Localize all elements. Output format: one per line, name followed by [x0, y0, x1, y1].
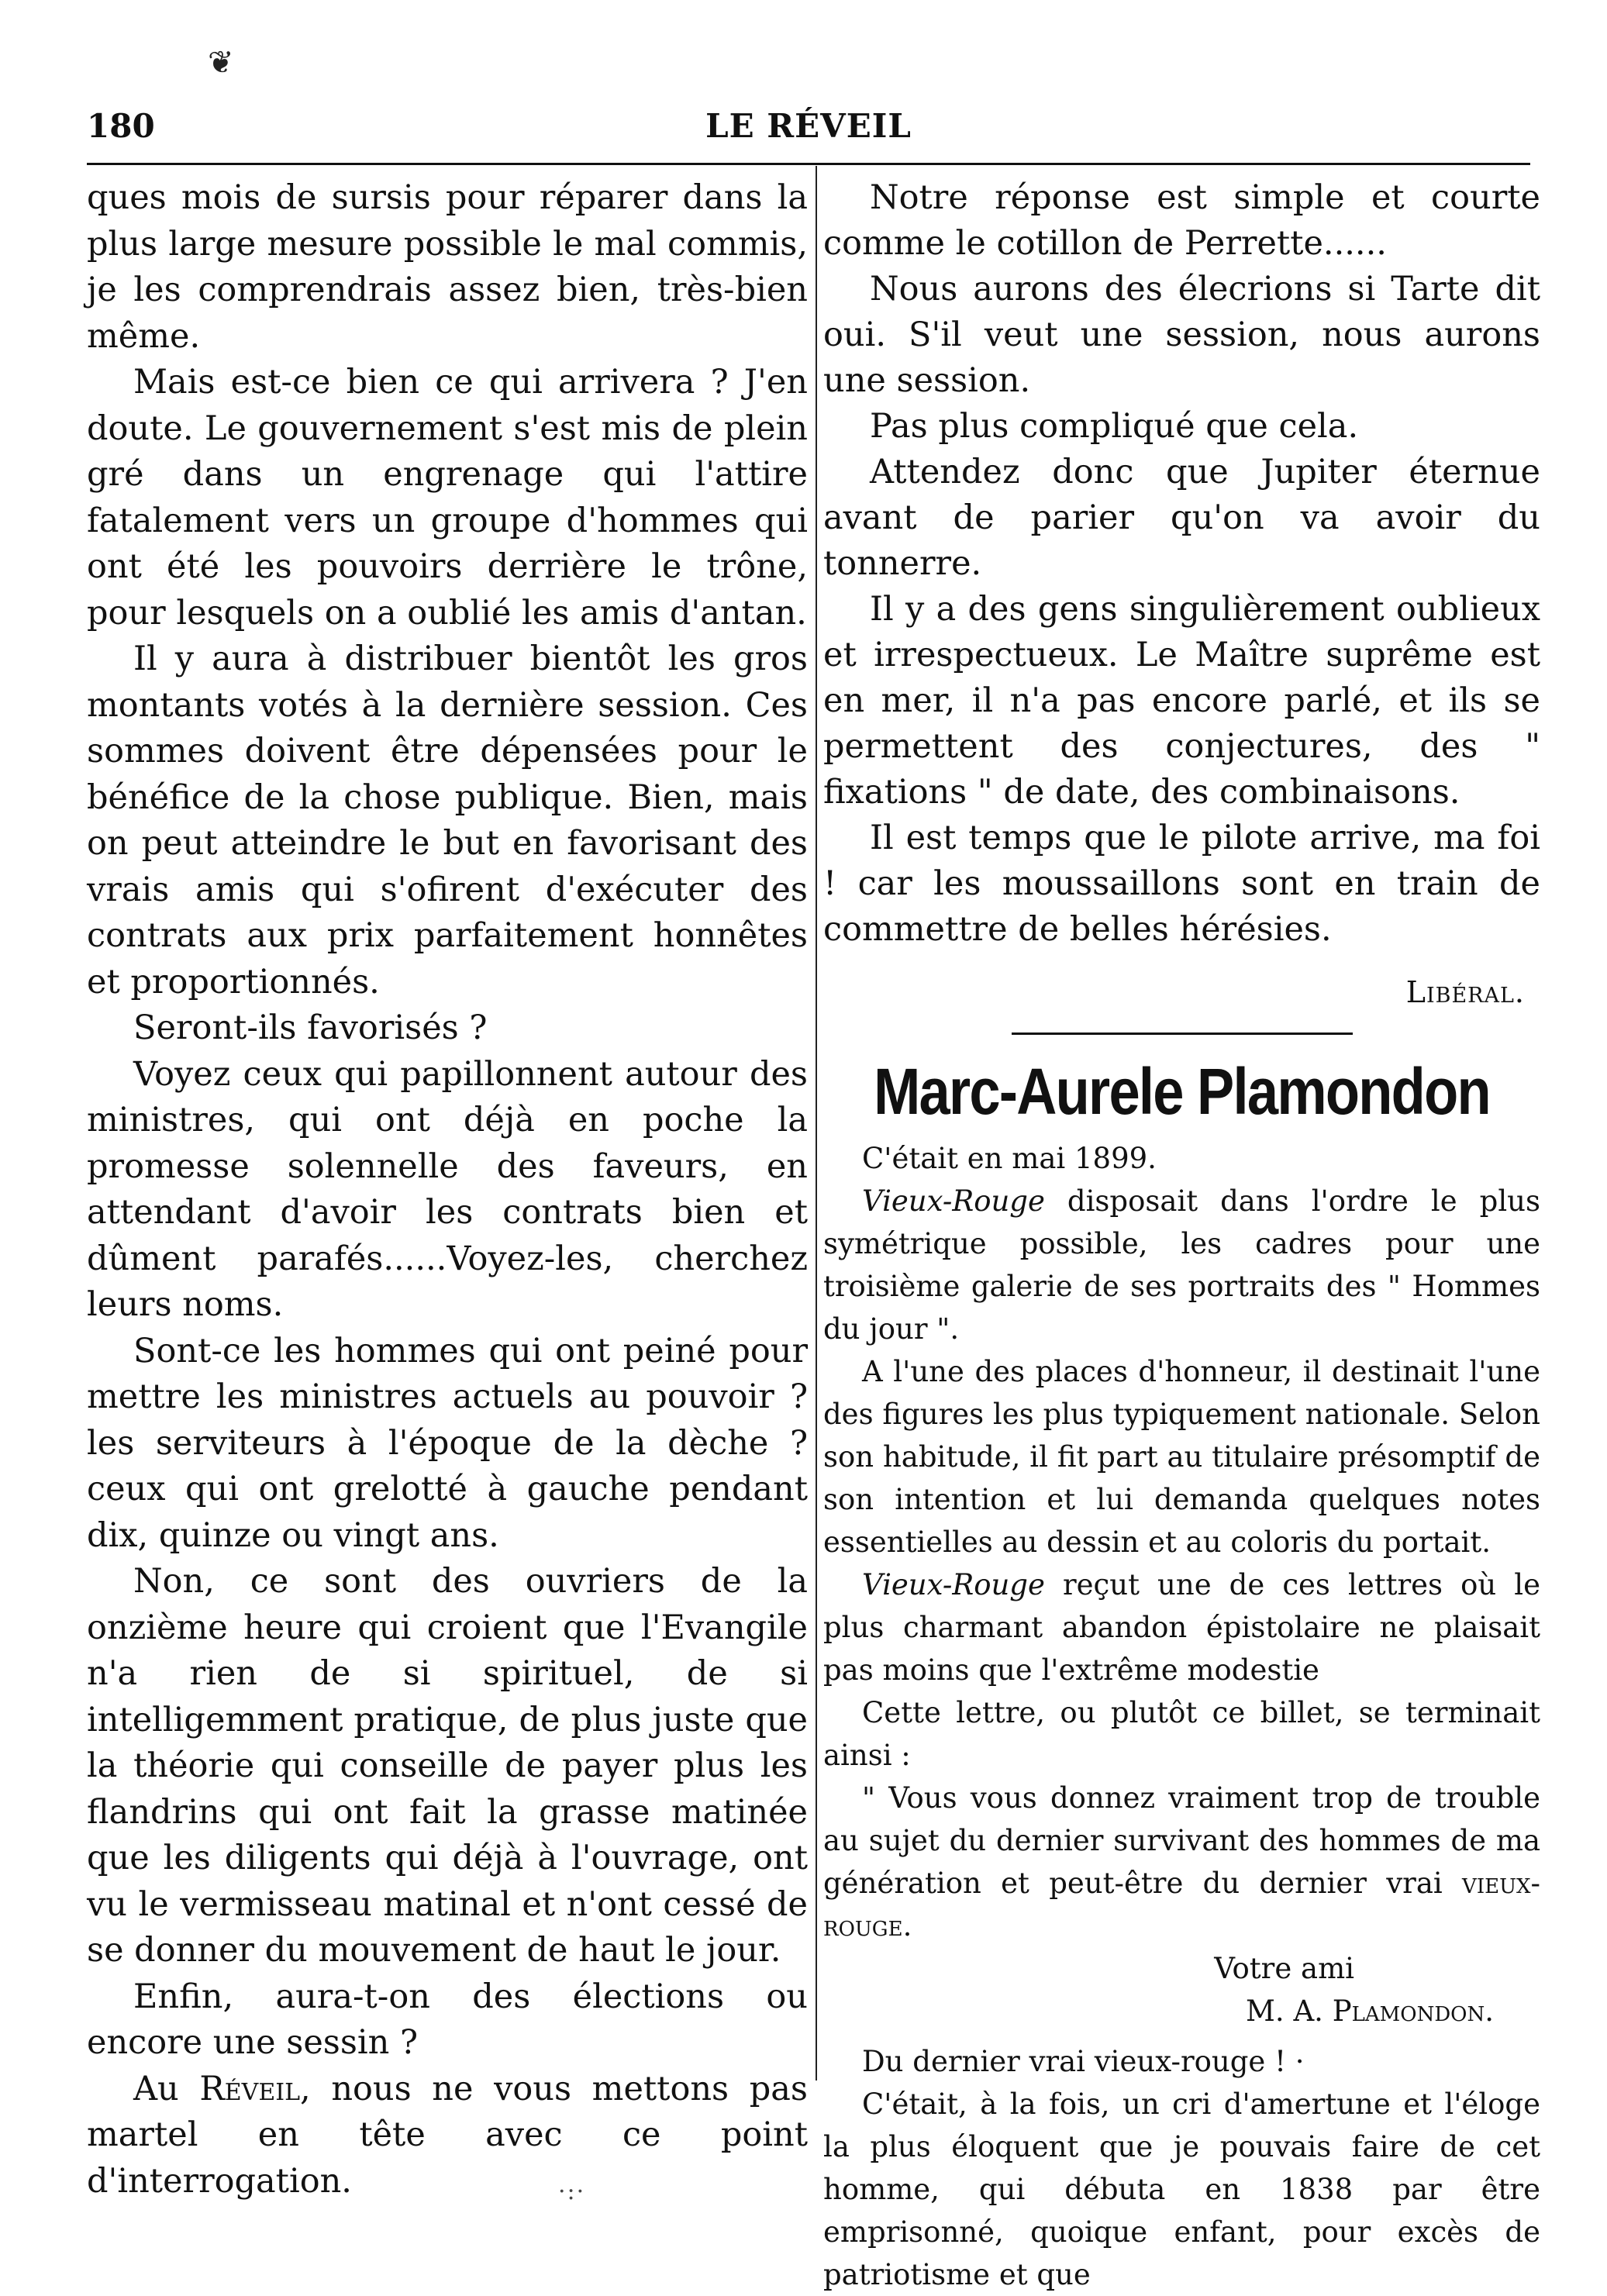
journal-name: Réveil — [199, 2069, 301, 2108]
paragraph: Il y a des gens singulièrement oublieux et irrespectueux. Le Maître suprême est en mer, il n'a pas encore parlé, et ils se permettent des conjectures, des " fixations " de date, des combinaisons. — [823, 590, 1540, 812]
column-divider — [816, 166, 817, 2081]
article-body — [823, 1137, 1540, 2296]
paragraph: Nous aurons des élecrions si Tarte dit oui. S'il veut une session, nous aurons une session. — [823, 270, 1540, 400]
paragraph: Non, ce sont des ouvriers de la onzième heure qui croient que l'Evangile n'a rien de si spirituel, de si intelligemment pratique, de plus juste que la théorie qui conseille de payer plus les flandrins qui ont fait la grasse matinée que les diligents qui déjà à l'ouvrage, ont vu le vermisseau matinal et n'ont cessé de se donner du mouvement de haut le jour. — [87, 1562, 808, 1970]
paragraph: C'était, à la fois, un cri d'amertune et l'éloge la plus éloquent que je pouvais faire de cet homme, qui débuta en 1838 par être emprisonné, quoique enfant, pour excès de patriotisme et que — [823, 2087, 1540, 2291]
left-column — [87, 175, 808, 2205]
italic-name: Vieux-Rouge — [862, 1568, 1045, 1601]
footer-ornament: ·:· — [558, 2178, 586, 2205]
text-span: . — [902, 1909, 912, 1943]
paragraph: Il y aura à distribuer bientôt les gros montants votés à la dernière session. Ces sommes doivent être dépensées pour le bénéfice de la chose publique. Bien, mais on peut atteindre le but en favorisant des vrais amis qui s'ofirent d'exécuter des contrats aux prix parfaitement honnêtes et proportionnés. — [87, 640, 808, 1001]
right-column — [823, 175, 1540, 2296]
paragraph — [823, 1180, 1540, 1350]
text-span: reçut une de ces lettres où le plus charmant abandon épistolaire ne plaisait pas moins que l'extrême modestie — [823, 1568, 1540, 1687]
paragraph: A l'une des places d'honneur, il destinait l'une des figures les plus typiquement nationale. Selon son habitude, il fit part au titulaire présomptif de son intention et lui demanda quelques notes essentielles au dessin et au coloris du portait. — [823, 1355, 1540, 1559]
paragraph: Enfin, aura-t-on des élections ou encore une sessin ? — [87, 1977, 808, 2062]
header-rule — [87, 163, 1530, 165]
text-span: , nous ne vous mettons pas martel en tête avec ce point d'interrogation. — [87, 2069, 808, 2201]
paragraph: Il est temps que le pilote arrive, ma foi ! car les moussaillons sont en train de commettre de belles hérésies. — [823, 819, 1540, 949]
italic-name: Vieux-Rouge — [862, 1184, 1045, 1218]
author-signature: Libéral. — [1405, 975, 1525, 1009]
paragraph: Voyez ceux qui papillonnent autour des ministres, qui ont déjà en poche la promesse solennelle des faveurs, en attendant d'avoir les contrats bien et dûment parafés......Voyez-les, cherchez leurs noms. — [87, 1054, 808, 1324]
paragraph: Attendez donc que Jupiter éternue avant de parier qu'on va avoir du tonnerre. — [823, 453, 1540, 583]
small-caps-term: vieux-rouge — [823, 1867, 1540, 1943]
paragraph: Seront-ils favorisés ? — [133, 1008, 488, 1047]
paragraph: Cette lettre, ou plutôt ce billet, se terminait ainsi : — [823, 1696, 1540, 1772]
paragraph — [823, 1563, 1540, 1691]
paragraph: Mais est-ce bien ce qui arrivera ? J'en doute. Le gouvernement s'est mis de plein gré dans un engrenage qui l'attire fatalement vers un groupe d'hommes qui ont été les pouvoirs derrière le trône, pour lesquels on a oublié les amis d'antan. — [87, 363, 808, 633]
paragraph: Sont-ce les hommes qui ont peiné pour mettre les ministres actuels au pouvoir ? les serviteurs à l'époque de la dèche ? ceux qui ont grelotté à gauche pendant dix, quinze ou vingt ans. — [87, 1331, 808, 1555]
text-span: Au — [133, 2069, 200, 2108]
page-header — [87, 107, 1530, 153]
text-span: " Vous vous donnez vraiment trop de trouble au sujet du dernier survivant des hommes de ma génération et peut-être du dernier vrai — [823, 1781, 1540, 1900]
paragraph: C'était en mai 1899. — [862, 1142, 1157, 1175]
letter-signature: M. A. Plamondon. — [1246, 1994, 1494, 2028]
paragraph: Notre réponse est simple et courte comme le cotillon de Perrette...... — [823, 178, 1540, 263]
text-span: disposait dans l'ordre le plus symétrique possible, les cadres pour une troisième galerie de ses portraits des " Hommes du jour ". — [823, 1184, 1540, 1346]
paragraph: ques mois de sursis pour réparer dans la plus large mesure possible le mal commis, je les comprendrais assez bien, très-bien même. — [87, 178, 808, 356]
paragraph — [87, 2067, 808, 2205]
letter-closing: Votre ami — [1214, 1952, 1354, 1985]
section-rule — [1012, 1033, 1353, 1035]
journal-title: LE RÉVEIL — [705, 107, 912, 145]
paragraph: Du dernier vrai vieux-rouge ! · — [862, 2045, 1305, 2078]
article-title: Marc-Aurele Plamondon — [874, 1055, 1490, 1128]
quoted-letter — [823, 1777, 1540, 1947]
page-number: 180 — [87, 107, 155, 145]
top-ornament: ❦ — [208, 45, 234, 81]
paragraph: Pas plus compliqué que cela. — [870, 407, 1359, 446]
